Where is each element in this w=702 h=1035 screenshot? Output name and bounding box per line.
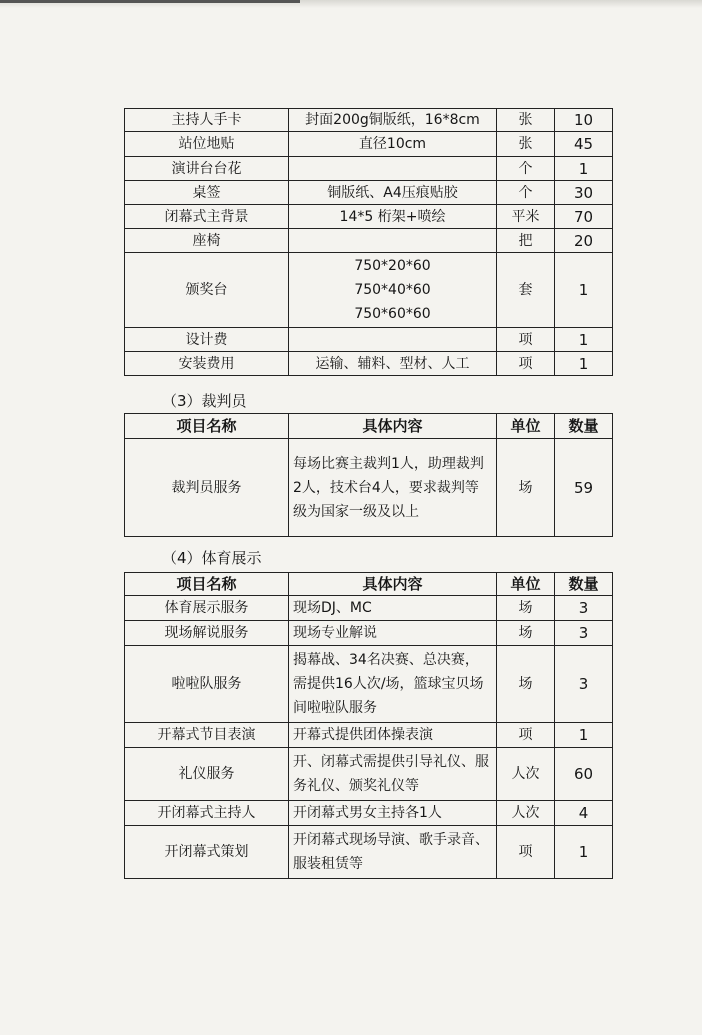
item-unit: 平米 xyxy=(497,205,555,229)
item-unit: 张 xyxy=(497,132,555,157)
table-row xyxy=(125,109,613,132)
item-content: 封面200g铜版纸，16*8cm xyxy=(289,109,497,132)
item-name: 颁奖台 xyxy=(125,253,289,328)
table-row xyxy=(125,646,613,723)
sports-presentation-table xyxy=(124,572,613,879)
item-qty: 1 xyxy=(555,352,613,376)
item-name: 座椅 xyxy=(125,229,289,253)
item-qty: 1 xyxy=(555,253,613,328)
table-row xyxy=(125,826,613,879)
item-qty: 3 xyxy=(555,621,613,646)
item-name: 设计费 xyxy=(125,328,289,352)
materials-table xyxy=(124,108,613,376)
table-row xyxy=(125,439,613,537)
content-line: 750*40*60 xyxy=(354,282,431,298)
table-row xyxy=(125,596,613,621)
item-content: 开闭幕式男女主持各1人 xyxy=(289,801,497,826)
item-content: 开闭幕式现场导演、歌手录音、服装租赁等 xyxy=(289,826,497,879)
item-qty: 45 xyxy=(555,132,613,157)
item-unit: 个 xyxy=(497,181,555,205)
item-unit: 套 xyxy=(497,253,555,328)
item-name: 开闭幕式主持人 xyxy=(125,801,289,826)
item-content: 14*5 桁架+喷绘 xyxy=(289,205,497,229)
item-content: 每场比赛主裁判1人，助理裁判2人，技术台4人，要求裁判等级为国家一级及以上 xyxy=(289,439,497,537)
item-qty: 3 xyxy=(555,646,613,723)
header-unit: 单位 xyxy=(497,573,555,596)
item-unit: 人次 xyxy=(497,801,555,826)
item-name: 啦啦队服务 xyxy=(125,646,289,723)
item-unit: 场 xyxy=(497,621,555,646)
item-unit: 项 xyxy=(497,328,555,352)
table-header-row xyxy=(125,573,613,596)
item-unit: 项 xyxy=(497,723,555,748)
table-row xyxy=(125,132,613,157)
item-name: 裁判员服务 xyxy=(125,439,289,537)
table-header-row xyxy=(125,414,613,439)
item-unit: 项 xyxy=(497,826,555,879)
table-row xyxy=(125,352,613,376)
item-content xyxy=(289,328,497,352)
header-qty: 数量 xyxy=(555,414,613,439)
item-content: 开、闭幕式需提供引导礼仪、服务礼仪、颁奖礼仪等 xyxy=(289,748,497,801)
item-qty: 1 xyxy=(555,157,613,181)
item-unit: 场 xyxy=(497,646,555,723)
referee-table xyxy=(124,413,613,537)
item-name: 桌签 xyxy=(125,181,289,205)
scan-top-edge xyxy=(0,0,702,8)
item-name: 体育展示服务 xyxy=(125,596,289,621)
item-qty: 1 xyxy=(555,723,613,748)
header-name: 项目名称 xyxy=(125,414,289,439)
item-unit: 人次 xyxy=(497,748,555,801)
table-row xyxy=(125,328,613,352)
item-qty: 3 xyxy=(555,596,613,621)
item-content: 揭幕战、34名决赛、总决赛，需提供16人次/场，篮球宝贝场间啦啦队服务 xyxy=(289,646,497,723)
item-content: 现场专业解说 xyxy=(289,621,497,646)
section-title-sports-presentation: （4）体育展示 xyxy=(162,549,262,567)
item-name: 演讲台台花 xyxy=(125,157,289,181)
item-content: 开幕式提供团体操表演 xyxy=(289,723,497,748)
item-name: 闭幕式主背景 xyxy=(125,205,289,229)
table-row xyxy=(125,723,613,748)
item-content: 铜版纸、A4压痕贴胶 xyxy=(289,181,497,205)
table-row xyxy=(125,253,613,328)
table-row xyxy=(125,621,613,646)
item-unit: 项 xyxy=(497,352,555,376)
header-content: 具体内容 xyxy=(289,414,497,439)
header-unit: 单位 xyxy=(497,414,555,439)
item-name: 安装费用 xyxy=(125,352,289,376)
item-content xyxy=(289,253,497,328)
table-row xyxy=(125,229,613,253)
table-row xyxy=(125,181,613,205)
item-name: 站位地贴 xyxy=(125,132,289,157)
item-qty: 20 xyxy=(555,229,613,253)
content-line: 750*20*60 xyxy=(354,258,431,274)
table-row xyxy=(125,748,613,801)
table-row xyxy=(125,157,613,181)
header-name: 项目名称 xyxy=(125,573,289,596)
section-title-referees: （3）裁判员 xyxy=(162,392,247,410)
item-qty: 1 xyxy=(555,826,613,879)
item-unit: 张 xyxy=(497,109,555,132)
item-content: 运输、辅料、型材、人工 xyxy=(289,352,497,376)
item-unit: 场 xyxy=(497,439,555,537)
item-qty: 1 xyxy=(555,328,613,352)
item-qty: 30 xyxy=(555,181,613,205)
item-name: 礼仪服务 xyxy=(125,748,289,801)
table-row xyxy=(125,801,613,826)
content-line: 750*60*60 xyxy=(354,306,431,322)
item-unit: 场 xyxy=(497,596,555,621)
item-content xyxy=(289,157,497,181)
item-unit: 个 xyxy=(497,157,555,181)
item-unit: 把 xyxy=(497,229,555,253)
item-qty: 70 xyxy=(555,205,613,229)
item-content: 直径10cm xyxy=(289,132,497,157)
item-name: 开幕式节目表演 xyxy=(125,723,289,748)
item-qty: 10 xyxy=(555,109,613,132)
item-content xyxy=(289,229,497,253)
item-qty: 4 xyxy=(555,801,613,826)
header-content: 具体内容 xyxy=(289,573,497,596)
item-name: 开闭幕式策划 xyxy=(125,826,289,879)
item-name: 主持人手卡 xyxy=(125,109,289,132)
item-name: 现场解说服务 xyxy=(125,621,289,646)
table-row xyxy=(125,205,613,229)
item-content: 现场DJ、MC xyxy=(289,596,497,621)
header-qty: 数量 xyxy=(555,573,613,596)
item-qty: 60 xyxy=(555,748,613,801)
item-qty: 59 xyxy=(555,439,613,537)
